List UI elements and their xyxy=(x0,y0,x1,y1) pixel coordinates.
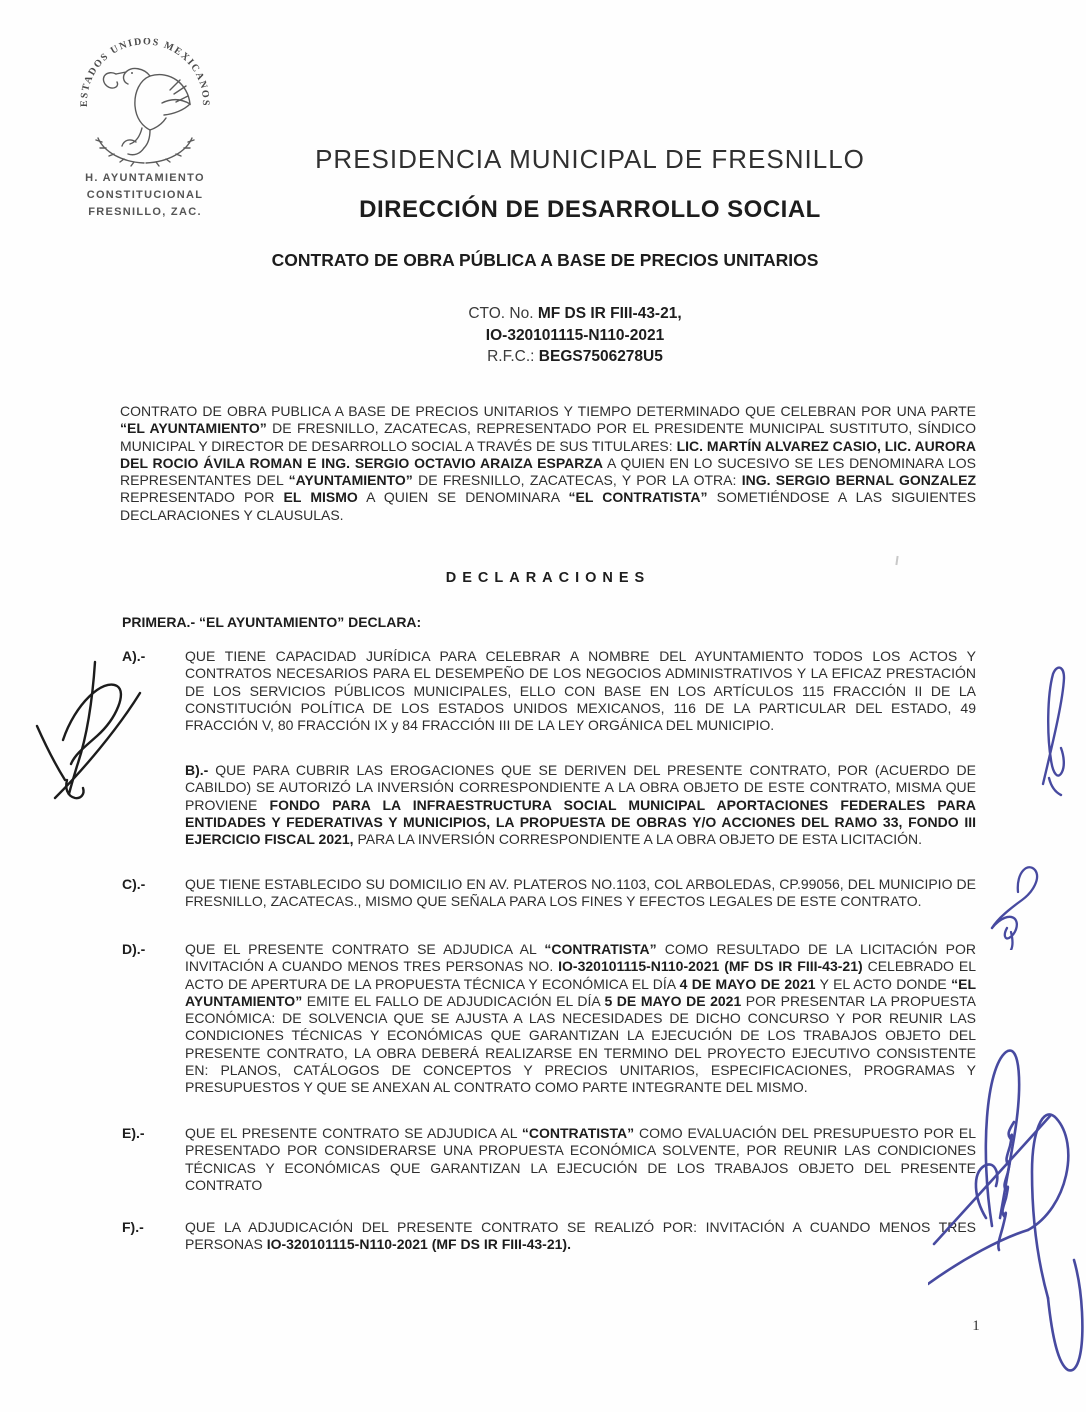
declaration-item-c xyxy=(122,876,976,911)
declaration-item-d xyxy=(122,941,976,1097)
page-title: PRESIDENCIA MUNICIPAL DE FRESNILLO xyxy=(315,144,865,174)
declarations-heading: DECLARACIONES xyxy=(445,570,651,586)
primera-declaration-heading: PRIMERA.- “EL AYUNTAMIENTO” DECLARA: xyxy=(122,614,422,630)
contract-number-block xyxy=(150,303,1000,368)
org-name-line: FRESNILLO, ZAC. xyxy=(88,206,202,218)
scan-artifact xyxy=(895,556,898,565)
declaration-item-text: B).- QUE PARA CUBRIR LAS EROGACIONES QUE SE DERIVEN DEL PRESENTE CONTRATO, POR (ACUERDO DE CABILDO) SE AUTORIZÓ LA INVERSIÓN CORRESPONDIENTE A LA OBRA OBJETO DE ESTE CONTRATO, MISMA QUE PROVIENE FONDO PARA LA INFRAESTRUCTURA SOCIAL MUNICIPAL APORTACIONES FEDERALES PARA ENTIDADES Y FEDERATIVAS Y MUNICIPIOS, LA PROPUESTA DE OBRAS Y/O ACCIONES DEL RAMO 33, FONDO III EJERCICIO FISCAL 2021, PARA LA INVERSIÓN CORRESPONDIENTE A LA OBRA OBJETO DE ESTA LICITACIÓN. xyxy=(185,762,976,848)
intro-paragraph: CONTRATO DE OBRA PUBLICA A BASE DE PRECIOS UNITARIOS Y TIEMPO DETERMINADO QUE CELEBRAN POR UNA PARTE “EL AYUNTAMIENTO” DE FRESNILLO, ZACATECAS, REPRESENTADO POR EL PRESIDENTE MUNICIPAL SUSTITUTO, SÍNDICO MUNICIPAL Y DIRECTOR DE DESARROLLO SOCIAL A TRAVÉS DE SUS TITULARES: LIC. MARTÍN ALVAREZ CASIO, LIC. AURORA DEL ROCIO ÁVILA ROMAN E ING. SERGIO OCTAVIO ARAIZA ESPARZA A QUIEN EN LO SUCESIVO SE LES DENOMINARA LOS REPRESENTANTES DEL “AYUNTAMIENTO” DE FRESNILLO, ZACATECAS, Y POR LA OTRA: ING. SERGIO BERNAL GONZALEZ REPRESENTADO POR EL MISMO A QUIEN SE DENOMINARA “EL CONTRATISTA” SOMETIÉNDOSE A LAS SIGUIENTES DECLARACIONES Y CLAUSULAS. xyxy=(120,403,977,523)
cto-number-line: CTO. No. MF DS IR FIII-43-21, xyxy=(468,305,682,322)
coat-of-arms-icon xyxy=(68,38,222,170)
declaration-item-label: F).- xyxy=(122,1219,144,1235)
declaration-item-a xyxy=(122,648,976,734)
declaration-item-label: C).- xyxy=(122,876,146,892)
declaration-item-label: E).- xyxy=(122,1125,145,1141)
page-number: 1 xyxy=(972,1318,980,1334)
seal-text: ESTADOS UNIDOS MEXICANOS xyxy=(78,38,212,108)
department-title: DIRECCIÓN DE DESARROLLO SOCIAL xyxy=(359,196,821,223)
org-name-line: CONSTITUCIONAL xyxy=(86,189,204,201)
declaration-item-text: QUE TIENE CAPACIDAD JURÍDICA PARA CELEBRAR A NOMBRE DEL AYUNTAMIENTO TODOS LOS ACTOS Y CONTRATOS NECESARIOS PARA EL DESEMPEÑO DE LOS NEGOCIOS ADMINISTRATIVOS Y LA EFICAZ PRESTACIÓN DE LOS SERVICIOS PÚBLICOS MUNICIPALES, ELLO CON BASE EN LOS ARTÍCULOS 115 FRACCIÓN II DE LA CONSTITUCIÓN POLÍTICA DE LOS ESTADOS UNIDOS MEXICANOS, 116 DE LA PARTICULAR DEL ESTADO, 49 FRACCIÓN V, 80 FRACCIÓN IX y 84 FRACCIÓN III DE LA LEY ORGÁNICA DEL MUNICIPIO. xyxy=(185,648,976,734)
margin-flourish-blue-icon xyxy=(1023,658,1086,798)
rfc-line: R.F.C.: BEGS7506278U5 xyxy=(487,348,663,365)
declaration-item-e xyxy=(122,1125,976,1194)
org-name-line: H. AYUNTAMIENTO xyxy=(85,172,205,184)
declaration-item-label: A).- xyxy=(122,648,146,664)
io-number-line: IO-320101115-N110-2021 xyxy=(485,326,665,344)
declaration-item-label: D).- xyxy=(122,941,146,957)
svg-text:ESTADOS UNIDOS MEXICANOS xyxy=(79,38,211,107)
declaration-item-text: QUE EL PRESENTE CONTRATO SE ADJUDICA AL “CONTRATISTA” COMO RESULTADO DE LA LICITACIÓN POR INVITACIÓN A CUANDO MENOS TRES PERSONAS NO. IO-320101115-N110-2021 (MF DS IR FIII-43-21) CELEBRADO EL ACTO DE APERTURA DE LA PROPUESTA TÉCNICA Y ECONÓMICA EL DÍA 4 DE MAYO DE 2021 Y EL ACTO DONDE “EL AYUNTAMIENTO” EMITE EL FALLO DE ADJUDICACIÓN EL DÍA 5 DE MAYO DE 2021 POR PRESENTAR LA PROPUESTA ECONÓMICA: DE SOLVENCIA QUE SE AJUSTA A LAS NECESIDADES DE DICHO CONCURSO Y POR REUNIR LAS CONDICIONES TÉCNICAS Y ECONÓMICAS QUE GARANTIZAN LA EJECUCIÓN DE LOS TRABAJOS OBJETO DEL PRESENTE CONTRATO, LA OBRA DEBERÁ REALIZARSE EN TERMINO DEL PROYECTO EJECUTIVO CONSISTENTE EN: PLANOS, CATÁLOGOS DE CONCEPTOS Y PRECIOS UNITARIOS, ESPECIFICACIONES, PROGRAMAS Y PRESUPUESTOS Y QUE SE ANEXAN AL CONTRATO COMO PARTE INTEGRANTE DEL MISMO. xyxy=(185,941,977,1096)
declaration-item-f xyxy=(122,1219,976,1254)
margin-flourish-blue-icon xyxy=(978,858,1050,950)
declaration-item-b xyxy=(122,762,976,848)
declaration-item-text: QUE EL PRESENTE CONTRATO SE ADJUDICA AL “CONTRATISTA” COMO EVALUACIÓN DEL PRESUPUESTO POR EL PRESENTADO POR CONSIDERARSE UNA PROPUESTA ECONÓMICA SOLVENTE, POR REUNIR LAS CONDICIONES TÉCNICAS Y ECONÓMICAS QUE GARANTIZAN LA EJECUCIÓN DE LOS TRABAJOS OBJETO DEL PRESENTE CONTRATO xyxy=(185,1125,976,1193)
declaration-item-text: QUE TIENE ESTABLECIDO SU DOMICILIO EN AV. PLATEROS NO.1103, COL ARBOLEDAS, CP.99056, DEL MUNICIPIO DE FRESNILLO, ZACATECAS., MISMO QUE SEÑALA PARA LOS FINES Y EFECTOS LEGALES DE ESTE CONTRATO. xyxy=(185,876,976,910)
declaration-item-text: QUE LA ADJUDICACIÓN DEL PRESENTE CONTRATO SE REALIZÓ POR: INVITACIÓN A CUANDO MENOS TRES PERSONAS IO-320101115-N110-2021 (MF DS IR FIII-43-21). xyxy=(185,1219,976,1253)
letterhead xyxy=(68,38,222,221)
contract-type-title: CONTRATO DE OBRA PÚBLICA A BASE DE PRECIOS UNITARIOS xyxy=(271,250,819,270)
